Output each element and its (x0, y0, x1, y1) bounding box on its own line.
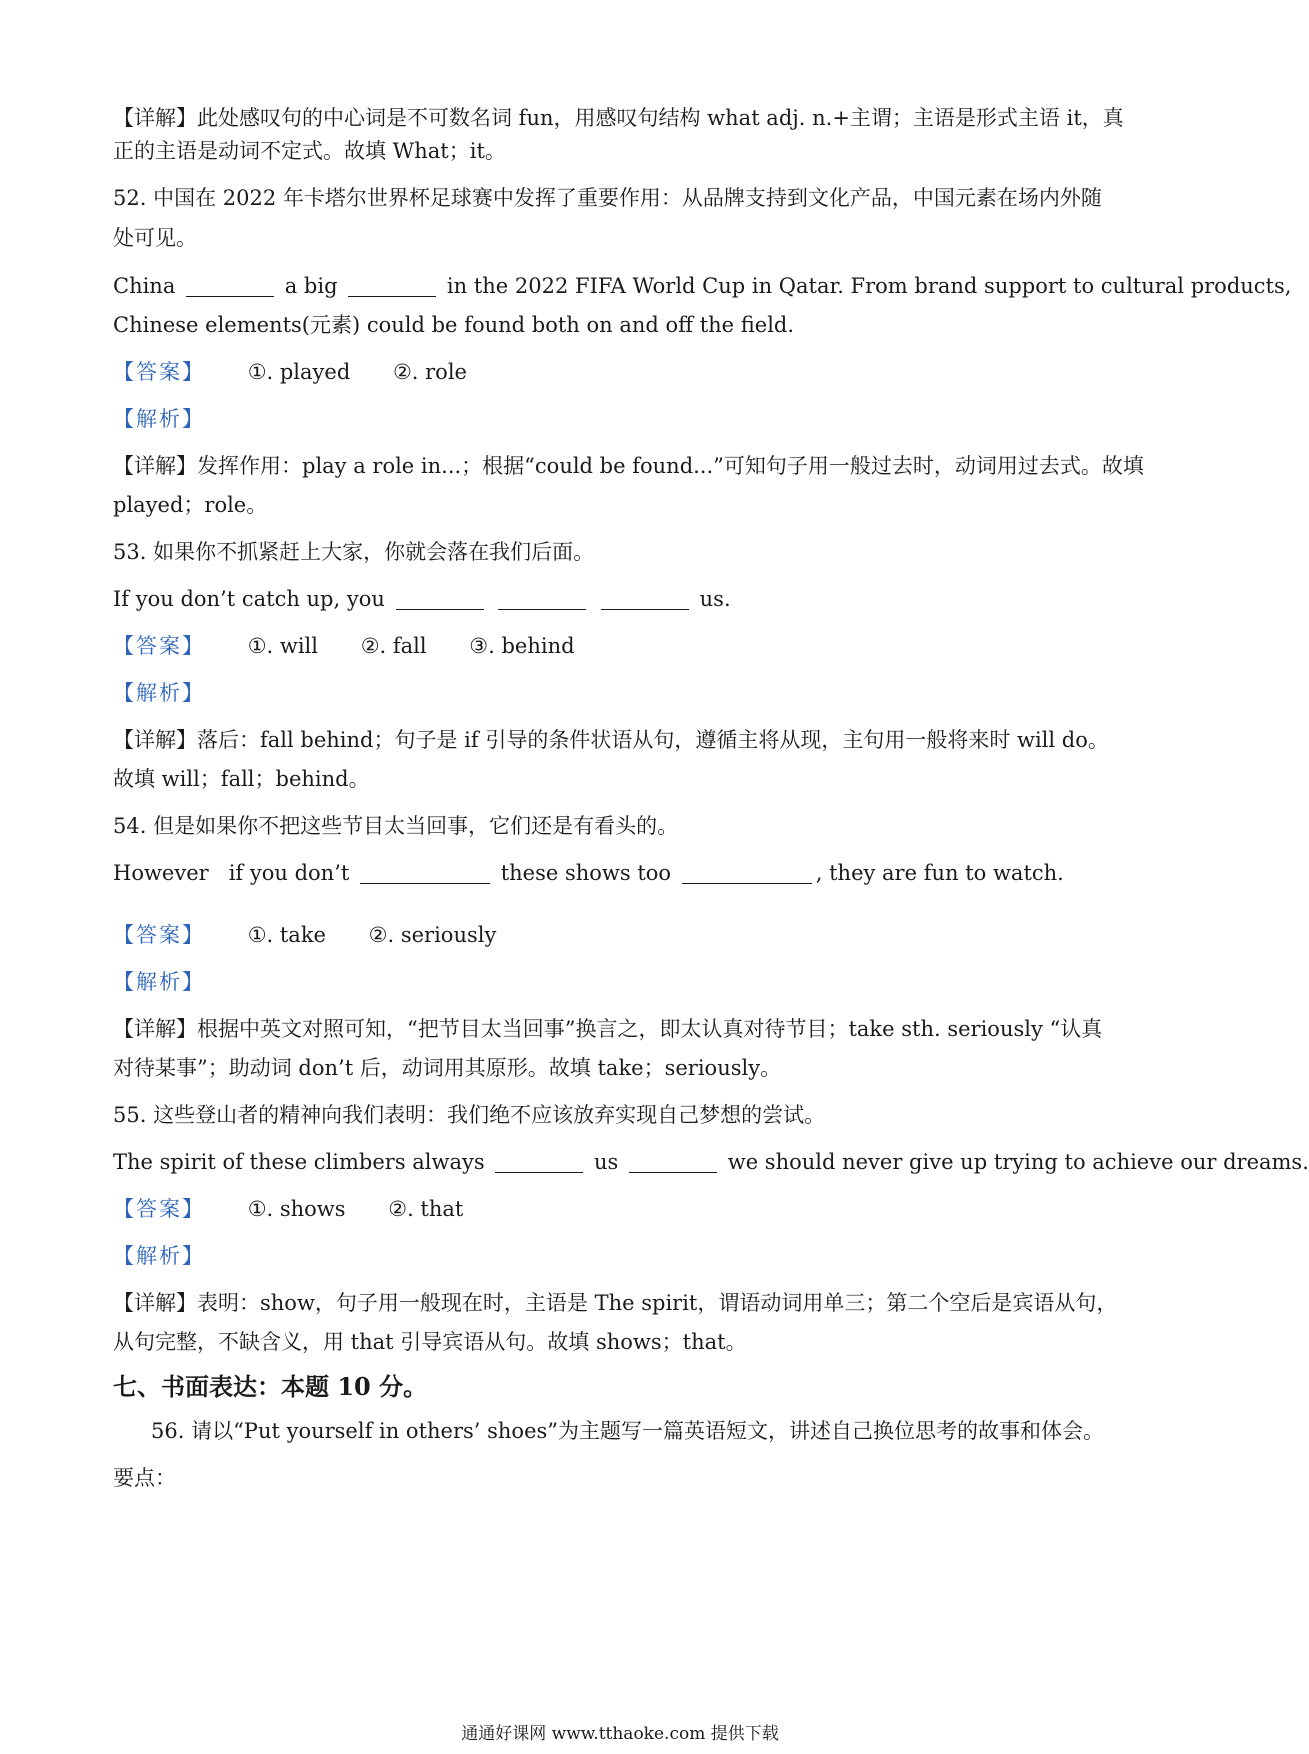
q55-detail-line-1: 【详解】表明：show，句子用一般现在时，主语是 The spirit，谓语动词用单三；第二个空后是宾语从句， (113, 1291, 1118, 1315)
q53-analysis-row (113, 678, 1133, 708)
q55-text-a: The spirit of these climbers always (113, 1150, 485, 1174)
answer-tag: 【答案】 (113, 360, 205, 384)
q54-chinese-line: 54. 但是如果你不把这些节目太当回事，它们还是有看头的。 (113, 814, 679, 838)
section-heading: 七、书面表达：本题 10 分。 (113, 1372, 428, 1401)
q52-answer-2: ②. role (392, 360, 467, 384)
page-footer: 通通好课网 www.tthaoke.com 提供下载 (461, 1724, 779, 1744)
analysis-tag: 【解析】 (113, 1244, 205, 1268)
q52-english-line-2: Chinese elements(元素) could be found both on and off the field. (113, 313, 795, 337)
q52-analysis-row (113, 404, 1133, 434)
q54-text-b: these shows too (500, 861, 672, 885)
q53-chinese-line: 53. 如果你不抓紧赶上大家，你就会落在我们后面。 (113, 540, 595, 564)
analysis-tag: 【解析】 (113, 681, 205, 705)
q52-answer-row (113, 357, 1133, 387)
q53-answer-row (113, 631, 1133, 661)
answer-tag: 【答案】 (113, 634, 205, 658)
answer-tag: 【答案】 (113, 923, 205, 947)
analysis-tag: 【解析】 (113, 970, 205, 994)
q53-text-b: us. (699, 587, 731, 611)
q56-points-label: 要点： (113, 1466, 176, 1490)
q52-text-b: a big (284, 274, 338, 298)
q55-blank-2 (629, 1150, 717, 1173)
q51-detail-line-2: 正的主语是动词不定式。故填 What；it。 (113, 139, 506, 163)
q52-chinese-line-2: 处可见。 (113, 226, 197, 250)
q52-text-c: in the 2022 FIFA World Cup in Qatar. From brand support to cultural products, (446, 274, 1292, 298)
q53-text-a: If you don’t catch up, you (113, 587, 385, 611)
q55-chinese-line: 55. 这些登山者的精神向我们表明：我们绝不应该放弃实现自己梦想的尝试。 (113, 1103, 826, 1127)
q55-english-line (113, 1147, 1309, 1177)
q52-text-a: China (113, 274, 176, 298)
q55-detail-line-2: 从句完整，不缺含义，用 that 引导宾语从句。故填 shows；that。 (113, 1330, 747, 1354)
q55-answer-row (113, 1194, 1133, 1224)
q54-blank-2 (682, 861, 812, 884)
q54-detail-line-1: 【详解】根据中英文对照可知，“把节目太当回事”换言之，即太认真对待节目；take sth. seriously “认真 (113, 1017, 1103, 1041)
q52-blank-2 (348, 274, 436, 297)
q54-answer-2: ②. seriously (368, 923, 497, 947)
q53-detail-line-2: 故填 will；fall；behind。 (113, 767, 370, 791)
q51-detail-line-1: 【详解】此处感叹句的中心词是不可数名词 fun，用感叹句结构 what adj. n.+主谓；主语是形式主语 it，真 (113, 106, 1124, 130)
q56-prompt: 56. 请以“Put yourself in others’ shoes”为主题写一篇英语短文，讲述自己换位思考的故事和体会。 (151, 1419, 1105, 1443)
q54-answer-row (113, 920, 1133, 950)
q53-english-line (113, 584, 1133, 614)
q54-text-a: However if you don’t (113, 861, 350, 885)
answer-tag: 【答案】 (113, 1197, 205, 1221)
q54-detail-line-2: 对待某事”；助动词 don’t 后，动词用其原形。故填 take；seriously。 (113, 1056, 782, 1080)
q53-detail-line-1: 【详解】落后：fall behind；句子是 if 引导的条件状语从句，遵循主将从现，主句用一般将来时 will do。 (113, 728, 1109, 752)
q53-blank-3 (601, 587, 689, 610)
q53-answer-1: ①. will (247, 634, 318, 658)
q53-blank-2 (498, 587, 586, 610)
q52-answer-1: ①. played (247, 360, 351, 384)
q52-chinese-line-1: 52. 中国在 2022 年卡塔尔世界杯足球赛中发挥了重要作用：从品牌支持到文化产品，中国元素在场内外随 (113, 186, 1102, 210)
q54-text-c: , they are fun to watch. (815, 861, 1064, 885)
q55-text-c: we should never give up trying to achieve our dreams. (727, 1150, 1309, 1174)
q54-answer-1: ①. take (247, 923, 326, 947)
q54-blank-1 (360, 861, 490, 884)
q54-english-line (113, 858, 1133, 888)
q55-text-b: us (594, 1150, 619, 1174)
q55-analysis-row (113, 1241, 1133, 1271)
q53-answer-2: ②. fall (360, 634, 427, 658)
q53-answer-3: ③. behind (469, 634, 575, 658)
q55-blank-1 (495, 1150, 583, 1173)
q54-analysis-row (113, 967, 1133, 997)
q52-english-line-1 (113, 271, 1292, 301)
q53-blank-1 (396, 587, 484, 610)
q52-detail-line-2: played；role。 (113, 493, 268, 517)
q52-detail-line-1: 【详解】发挥作用：play a role in...；根据“could be found...”可知句子用一般过去时，动词用过去式。故填 (113, 454, 1144, 478)
q55-answer-1: ①. shows (247, 1197, 346, 1221)
q52-blank-1 (186, 274, 274, 297)
analysis-tag: 【解析】 (113, 407, 205, 431)
q55-answer-2: ②. that (388, 1197, 464, 1221)
